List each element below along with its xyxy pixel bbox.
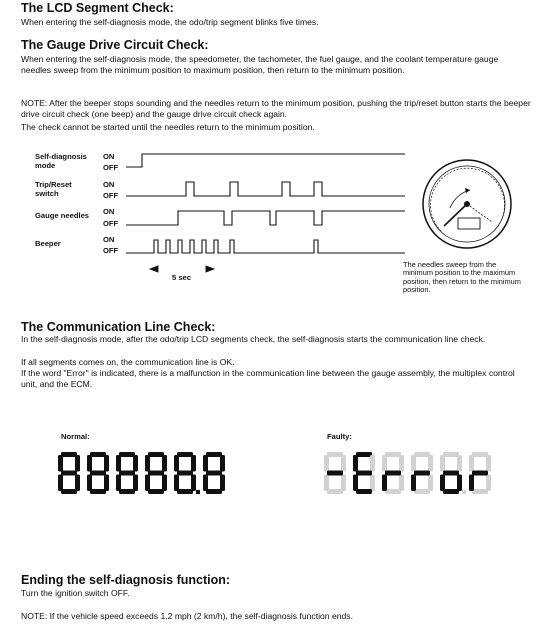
faulty-digit-0-seg-c: [341, 475, 346, 492]
comm-check-text-3: If the word "Error" is indicated, there is a malfunction in the communication line between the gauge assembly, the multiplex control unit, and the ECM.: [21, 368, 515, 389]
gauge-check-text: When entering the self-diagnosis mode, the speedometer, the tachometer, the fuel gauge, and the coolant temperature gauge needles sweep from the minimum position to maximum position, then return to the minimum position.: [21, 54, 499, 75]
normal-digit-2-seg-g: [119, 471, 135, 476]
normal-digit-3-seg-d: [148, 489, 164, 494]
interval-label: 5 sec: [172, 273, 192, 282]
lcd-check-title: The LCD Segment Check:: [21, 1, 174, 15]
faulty-digit-5-seg-d: [472, 489, 488, 494]
signal-off-0: OFF: [103, 163, 119, 172]
normal-digit-2-seg-e: [116, 475, 121, 492]
ending-title: Ending the self-diagnosis function:: [21, 573, 231, 587]
faulty-digit-4-seg-f: [440, 455, 445, 472]
faulty-digit-2-seg-d: [385, 489, 401, 494]
gauge-check-note: NOTE: After the beeper stops sounding and the needles return to the minimum position, pushing the trip/reset button starts the beeper drive circuit check (one beep) and the gauge drive circuit check again.: [21, 98, 531, 119]
faulty-digit-0-seg-d: [327, 489, 343, 494]
normal-digit-2-seg-a: [119, 452, 135, 457]
faulty-digit-3-seg-a: [414, 452, 430, 457]
normal-digit-1-seg-a: [90, 452, 106, 457]
gauge-hub: [464, 201, 470, 207]
signal-on-0: ON: [103, 152, 115, 161]
faulty-digit-3-seg-d: [414, 489, 430, 494]
normal-digit-3-seg-f: [145, 455, 150, 472]
faulty-digit-4-seg-c: [457, 475, 462, 492]
comm-check-title: The Communication Line Check:: [21, 320, 216, 334]
ending-text: Turn the ignition switch OFF.: [21, 588, 130, 598]
faulty-digit-3-seg-f: [411, 455, 416, 472]
lcd-normal-display: [58, 450, 228, 500]
normal-digit-3-seg-a: [148, 452, 164, 457]
faulty-digit-5-seg-a: [472, 452, 488, 457]
faulty-digit-5-seg-c: [486, 475, 491, 492]
normal-digit-4-seg-c: [191, 475, 196, 492]
signal-on-3: ON: [103, 235, 115, 244]
lcd-check-text: When entering the self-diagnosis mode, the odo/trip segment blinks five times.: [21, 17, 319, 27]
normal-digit-1-seg-b: [104, 455, 109, 472]
signal-label-trip-reset: Trip/Reset switch: [35, 180, 72, 198]
normal-digit-5-seg-g: [206, 471, 222, 476]
normal-digit-2-seg-f: [116, 455, 121, 472]
normal-digit-4-seg-g: [177, 471, 193, 476]
normal-digit-5-seg-b: [220, 455, 225, 472]
gauge-caption: The needles sweep from the minimum position to the maximum position, then return to the minimum position.: [403, 260, 521, 295]
normal-digit-4-seg-e: [174, 475, 179, 492]
signal-on-1: ON: [103, 180, 115, 189]
normal-digit-5-seg-a: [206, 452, 222, 457]
normal-digit-4-seg-f: [174, 455, 179, 472]
faulty-digit-3-seg-c: [428, 475, 433, 492]
faulty-digit-5-seg-g: [472, 471, 488, 476]
normal-digit-0-seg-a: [61, 452, 77, 457]
normal-digit-0-seg-g: [61, 471, 77, 476]
normal-digit-5-seg-d: [206, 489, 222, 494]
comm-check-text-1: In the self-diagnosis mode, after the odo/trip LCD segments check, the self-diagnosis starts the communication line check.: [21, 334, 486, 344]
faulty-digit-1-seg-a: [356, 452, 372, 457]
normal-digit-5-seg-f: [203, 455, 208, 472]
normal-digit-3-seg-g: [148, 471, 164, 476]
faulty-label: Faulty:: [327, 432, 352, 441]
normal-digit-1-seg-e: [87, 475, 92, 492]
comm-check-text-2: If all segments comes on, the communication line is OK.: [21, 357, 235, 367]
faulty-digit-0-seg-b: [341, 455, 346, 472]
faulty-digit-2-seg-f: [382, 455, 387, 472]
faulty-digit-4-seg-a: [443, 452, 459, 457]
faulty-digit-3-seg-g: [414, 471, 430, 476]
normal-digit-0-seg-b: [75, 455, 80, 472]
signal-off-2: OFF: [103, 219, 119, 228]
normal-digit-1-seg-c: [104, 475, 109, 492]
faulty-digit-1-seg-e: [353, 475, 358, 492]
gauge-check-note-2: The check cannot be started until the needles return to the minimum position.: [21, 122, 315, 132]
faulty-digit-1-seg-g: [356, 471, 372, 476]
gauge-lcd-window: [458, 218, 480, 229]
faulty-digit-2-seg-b: [399, 455, 404, 472]
signal-label-self-diagnosis: Self-diagnosis mode: [35, 152, 87, 170]
faulty-digit-1-seg-b: [370, 455, 375, 472]
faulty-digit-3-seg-e: [411, 475, 416, 492]
faulty-digit-0-seg-a: [327, 452, 343, 457]
faulty-digit-0-seg-e: [324, 475, 329, 492]
signal-label-beeper: Beeper: [35, 239, 61, 248]
normal-label: Normal:: [61, 432, 90, 441]
signal-on-2: ON: [103, 207, 115, 216]
faulty-digit-4-seg-d: [443, 489, 459, 494]
faulty-digit-4-seg-e: [440, 475, 445, 492]
faulty-digit-0-seg-f: [324, 455, 329, 472]
normal-digit-2-seg-d: [119, 489, 135, 494]
faulty-digit-2-seg-c: [399, 475, 404, 492]
normal-digit-3-seg-c: [162, 475, 167, 492]
faulty-digit-1-seg-c: [370, 475, 375, 492]
faulty-digit-1-seg-f: [353, 455, 358, 472]
normal-digit-0-seg-e: [58, 475, 63, 492]
gauge-check-title: The Gauge Drive Circuit Check:: [21, 38, 209, 52]
signal-label-gauge-needles: Gauge needles: [35, 211, 90, 220]
faulty-digit-5-seg-f: [469, 455, 474, 472]
faulty-digit-2-seg-a: [385, 452, 401, 457]
faulty-digit-4-seg-b: [457, 455, 462, 472]
normal-digit-3-seg-e: [145, 475, 150, 492]
normal-digit-1-seg-d: [90, 489, 106, 494]
faulty-digit-4-seg-g: [443, 471, 459, 476]
faulty-digit-5-seg-b: [486, 455, 491, 472]
faulty-digit-1-seg-d: [356, 489, 372, 494]
normal-digit-1-seg-f: [87, 455, 92, 472]
signal-off-3: OFF: [103, 246, 119, 255]
normal-digit-0-seg-d: [61, 489, 77, 494]
normal-decimal-point: [196, 490, 200, 494]
faulty-digit-5-seg-e: [469, 475, 474, 492]
faulty-digit-2-seg-g: [385, 471, 401, 476]
faulty-digit-3-seg-b: [428, 455, 433, 472]
faulty-digit-2-seg-e: [382, 475, 387, 492]
normal-digit-1-seg-g: [90, 471, 106, 476]
normal-digit-4-seg-a: [177, 452, 193, 457]
signal-off-1: OFF: [103, 191, 119, 200]
normal-digit-5-seg-c: [220, 475, 225, 492]
normal-digit-3-seg-b: [162, 455, 167, 472]
ending-note: NOTE: If the vehicle speed exceeds 1.2 mph (2 km/h), the self-diagnosis function ends.: [21, 611, 353, 621]
normal-digit-4-seg-b: [191, 455, 196, 472]
normal-digit-2-seg-b: [133, 455, 138, 472]
normal-digit-0-seg-c: [75, 475, 80, 492]
faulty-digit-0-seg-g: [327, 471, 343, 476]
normal-digit-4-seg-d: [177, 489, 193, 494]
normal-digit-5-seg-e: [203, 475, 208, 492]
normal-digit-0-seg-f: [58, 455, 63, 472]
lcd-faulty-display: [324, 450, 494, 500]
normal-digit-2-seg-c: [133, 475, 138, 492]
faulty-decimal-point: [462, 490, 466, 494]
